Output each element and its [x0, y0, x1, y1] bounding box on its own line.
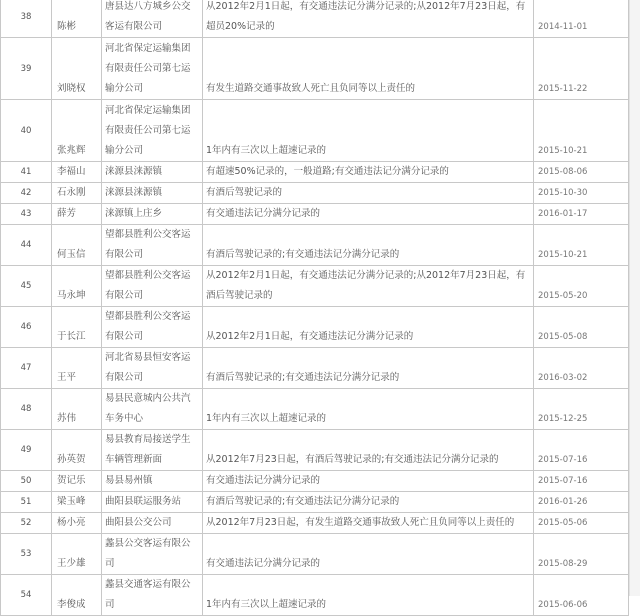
company-name: 河北省保定运输集团有限责任公司第七运输分公司: [102, 38, 203, 100]
driver-name: 王平: [52, 348, 102, 389]
table-row: [1, 492, 629, 513]
company-name: 唐县达八方城乡公交客运有限公司: [102, 0, 203, 38]
table-row: [1, 204, 629, 225]
driver-name: 陈彬: [52, 0, 102, 38]
driver-name: 苏伟: [52, 389, 102, 430]
driver-name: 王少雄: [52, 534, 102, 575]
row-number: 41: [1, 162, 52, 183]
table-row: [1, 162, 629, 183]
company-name: 望都县胜利公交客运有限公司: [102, 266, 203, 307]
violation-description: 有发生道路交通事故致人死亡且负同等以上责任的: [203, 38, 534, 100]
table-row: [1, 38, 629, 100]
row-number: 49: [1, 430, 52, 471]
driver-name: 马永坤: [52, 266, 102, 307]
record-date: 2016-01-17: [534, 204, 629, 225]
driver-name: 何玉信: [52, 225, 102, 266]
violation-description: 从2012年2月1日起，有交通违法记分满分记录的;从2012年7月23日起，有超员20%记录的: [203, 0, 534, 38]
company-name: 易县易州镇: [102, 471, 203, 492]
row-number: 54: [1, 575, 52, 616]
record-date: 2015-08-29: [534, 534, 629, 575]
violation-description: 1年内有三次以上超速记录的: [203, 100, 534, 162]
company-name: 涞源镇上庄乡: [102, 204, 203, 225]
violation-description: 有酒后驾驶记录的: [203, 183, 534, 204]
table-row: [1, 225, 629, 266]
company-name: 易县民意城内公共汽车务中心: [102, 389, 203, 430]
company-name: 涞源县涞源镇: [102, 183, 203, 204]
record-date: 2015-06-06: [534, 575, 629, 616]
table-row: [1, 0, 629, 38]
record-date: 2015-10-21: [534, 100, 629, 162]
violation-description: 有交通违法记分满分记录的: [203, 534, 534, 575]
row-number: 43: [1, 204, 52, 225]
driver-name: 李俊成: [52, 575, 102, 616]
record-date: 2016-03-02: [534, 348, 629, 389]
record-date: 2015-08-06: [534, 162, 629, 183]
violation-description: 从2012年2月1日起，有交通违法记分满分记录的: [203, 307, 534, 348]
table-row: [1, 389, 629, 430]
violation-description: 有交通违法记分满分记录的: [203, 471, 534, 492]
row-number: 48: [1, 389, 52, 430]
company-name: 河北省保定运输集团有限责任公司第七运输分公司: [102, 100, 203, 162]
record-date: 2014-11-01: [534, 0, 629, 38]
table-row: [1, 348, 629, 389]
row-number: 52: [1, 513, 52, 534]
driver-name: 刘晓权: [52, 38, 102, 100]
violation-description: 从2012年2月1日起，有交通违法记分满分记录的;从2012年7月23日起，有酒后驾驶记录的: [203, 266, 534, 307]
company-name: 望都县胜利公交客运有限公司: [102, 307, 203, 348]
company-name: 河北省易县恒安客运有限公司: [102, 348, 203, 389]
table-row: [1, 575, 629, 616]
driver-name: 杨小亮: [52, 513, 102, 534]
row-number: 39: [1, 38, 52, 100]
violation-description: 有酒后驾驶记录的;有交通违法记分满分记录的: [203, 492, 534, 513]
row-number: 46: [1, 307, 52, 348]
driver-name: 贺记乐: [52, 471, 102, 492]
record-date: 2015-07-16: [534, 430, 629, 471]
row-number: 42: [1, 183, 52, 204]
violation-description: 有超速50%记录的，一般道路;有交通违法记分满分记录的: [203, 162, 534, 183]
vertical-scrollbar[interactable]: [629, 0, 640, 596]
driver-name: 于长江: [52, 307, 102, 348]
row-number: 50: [1, 471, 52, 492]
driver-name: 薛芳: [52, 204, 102, 225]
company-name: 涞源县涞源镇: [102, 162, 203, 183]
violation-description: 1年内有三次以上超速记录的: [203, 575, 534, 616]
company-name: 蠡县公交客运有限公司: [102, 534, 203, 575]
violation-description: 有酒后驾驶记录的;有交通违法记分满分记录的: [203, 225, 534, 266]
record-date: 2015-05-20: [534, 266, 629, 307]
record-date: 2015-10-30: [534, 183, 629, 204]
row-number: 47: [1, 348, 52, 389]
company-name: 曲阳县公交公司: [102, 513, 203, 534]
company-name: 蠡县交通客运有限公司: [102, 575, 203, 616]
table-row: [1, 307, 629, 348]
record-date: 2015-12-25: [534, 389, 629, 430]
table-row: [1, 266, 629, 307]
driver-name: 孙英贺: [52, 430, 102, 471]
violation-description: 从2012年7月23日起，有发生道路交通事故致人死亡且负同等以上责任的: [203, 513, 534, 534]
row-number: 51: [1, 492, 52, 513]
company-name: 曲阳县联运服务站: [102, 492, 203, 513]
record-date: 2016-01-26: [534, 492, 629, 513]
violation-description: 有交通违法记分满分记录的: [203, 204, 534, 225]
row-number: 53: [1, 534, 52, 575]
table-row: [1, 100, 629, 162]
record-date: 2015-11-22: [534, 38, 629, 100]
record-date: 2015-10-21: [534, 225, 629, 266]
driver-name: 张兆辉: [52, 100, 102, 162]
table-row: [1, 183, 629, 204]
violation-description: 1年内有三次以上超速记录的: [203, 389, 534, 430]
violation-description: 有酒后驾驶记录的;有交通违法记分满分记录的: [203, 348, 534, 389]
row-number: 40: [1, 100, 52, 162]
driver-name: 李福山: [52, 162, 102, 183]
record-date: 2015-05-08: [534, 307, 629, 348]
table-row: [1, 513, 629, 534]
company-name: 易县教育局接送学生车辆管理新面: [102, 430, 203, 471]
table-row: [1, 430, 629, 471]
violation-description: 从2012年7月23日起，有酒后驾驶记录的;有交通违法记分满分记录的: [203, 430, 534, 471]
record-date: 2015-05-06: [534, 513, 629, 534]
driver-name: 石永刚: [52, 183, 102, 204]
driver-name: 梁玉峰: [52, 492, 102, 513]
records-table-body: [1, 0, 629, 616]
row-number: 38: [1, 0, 52, 38]
table-row: [1, 534, 629, 575]
row-number: 45: [1, 266, 52, 307]
table-row: [1, 471, 629, 492]
row-number: 44: [1, 225, 52, 266]
company-name: 望都县胜利公交客运有限公司: [102, 225, 203, 266]
record-date: 2015-07-16: [534, 471, 629, 492]
